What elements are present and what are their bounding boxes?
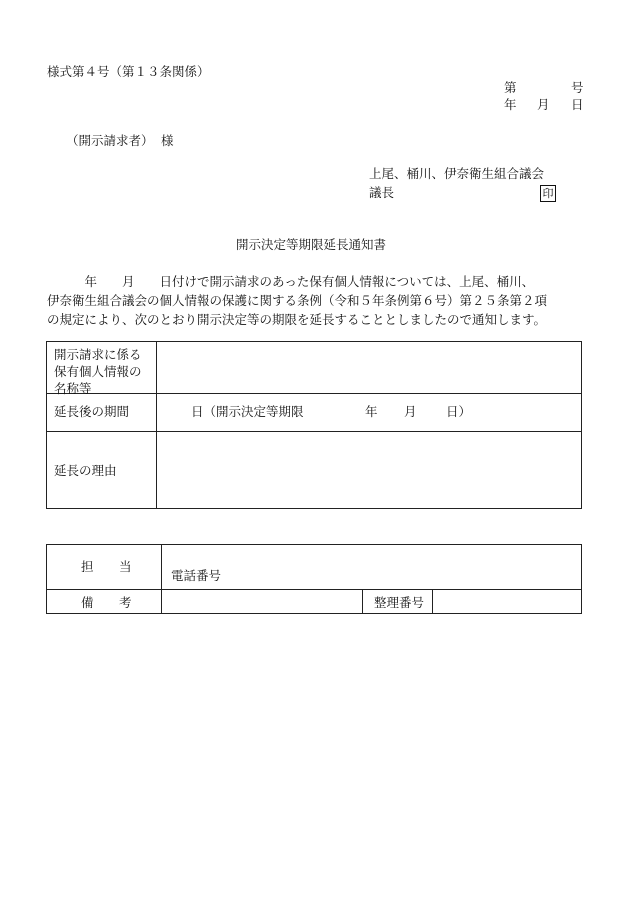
notice-body [47, 272, 592, 329]
document-number-suffix: 号 [571, 80, 584, 95]
extended-period-label: 延長後の期間 [54, 404, 130, 419]
document-title: 開示決定等期限延長通知書 [236, 237, 387, 252]
reference-number-label-cell [362, 590, 433, 614]
extension-reason-label-cell [47, 432, 157, 509]
date-year-label: 年 [504, 97, 517, 112]
issuer-title: 議長 [369, 185, 395, 200]
issuer-organization: 上尾、桶川、伊奈衛生組合議会 [369, 166, 545, 181]
extended-period-day-text: 日（開示決定等期限 [191, 404, 304, 419]
extended-period-year-label: 年 [365, 404, 378, 419]
extension-details-table [46, 341, 582, 509]
remarks-label-cell [47, 590, 162, 614]
phone-number-label: 電話番号 [171, 568, 222, 583]
notice-body-line-2: 伊奈衛生組合議会の個人情報の保護に関する条例（令和５年条例第６号）第２５条第２項 [47, 293, 548, 308]
table-row-information-name [47, 342, 581, 394]
contact-label-cell [47, 545, 162, 589]
recipient-honorific: 様 [161, 133, 174, 148]
notice-body-line-1: 年 月 日付けで開示請求のあった保有個人情報については、上尾、桶川、 [47, 274, 535, 289]
information-name-label-cell [47, 342, 157, 396]
extended-period-month-label: 月 [404, 404, 417, 419]
form-number: 様式第４号（第１３条関係） [47, 64, 210, 79]
extended-period-label-cell [47, 394, 157, 431]
notice-body-line-3: の規定により、次のとおり開示決定等の期限を延長することとしましたので通知します。 [47, 312, 547, 327]
office-use-table [46, 544, 582, 614]
contact-label-char-2: 当 [119, 559, 132, 574]
table-row-extended-period [47, 394, 581, 432]
table-row-contact [47, 545, 581, 590]
extended-period-day-close: 日） [446, 404, 472, 419]
contact-label-char-1: 担 [81, 559, 94, 574]
date-day-label: 日 [571, 97, 584, 112]
remarks-label-char-2: 考 [119, 595, 132, 610]
remarks-label-char-1: 備 [81, 595, 94, 610]
recipient-name-placeholder: （開示請求者） [66, 133, 154, 148]
table-row-extension-reason [47, 432, 581, 509]
reference-number-label: 整理番号 [374, 595, 425, 610]
table-row-remarks [47, 590, 581, 614]
information-name-label-line-3: 名称等 [54, 381, 92, 396]
date-month-label: 月 [537, 97, 550, 112]
document-number-prefix: 第 [504, 80, 517, 95]
extension-reason-label: 延長の理由 [54, 463, 117, 478]
seal-stamp-box: 印 [540, 185, 556, 202]
information-name-label-line-2: 保有個人情報の [54, 364, 142, 379]
information-name-label-line-1: 開示請求に係る [54, 347, 142, 362]
